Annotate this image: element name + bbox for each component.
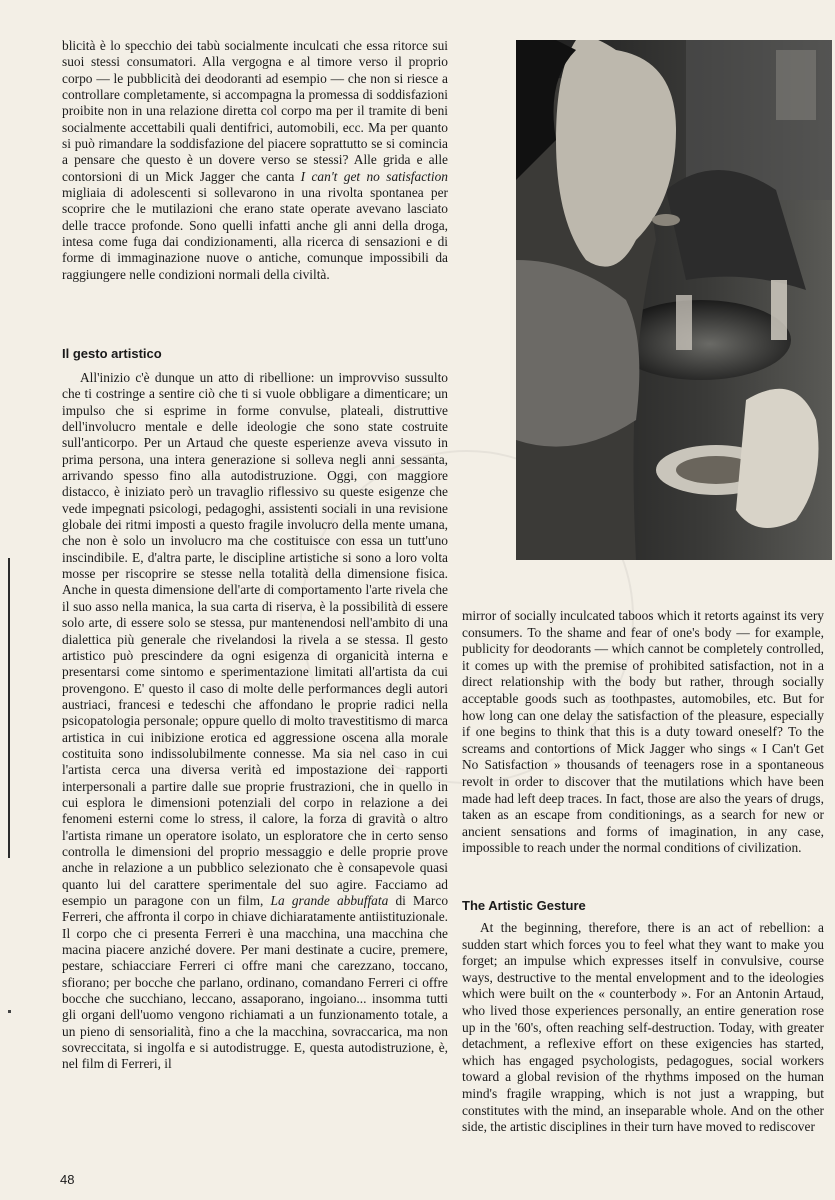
english-text-2: At the beginning, therefore, there is an act of rebellion: a sudden start which forces you to feel what they want to make you forget; an impulse which expresses itself in convulsive, course ways, destructive to the mental envelopment and to the ideologies which were built on the « counterbody ». For an Antonin Artaud, who lived those experiences personally, an entire generation rose up in the '60's, often reaching self-destruction. Today, with greater detachment, a reflexive effort on these exigencies has started, which has engaged psychologists, pedagogues, social workers toward a global revision of the rhythms imposed on the human mind's fragile wrapping, which is not just a wrapping, but constitutes with the mind, an inseparable whole. And on the other side, the artistic disciplines in their turn have moved to rediscover: [462, 920, 824, 1135]
italian-paragraph-1: [62, 38, 448, 283]
english-text-1: mirror of socially inculcated taboos which it retorts against its very consumers. To the shame and fear of one's body — for example, publicity for deodorants — which cannot be completely controlled, it comes up with the premise of prohibited satisfaction, not in a direct relationship with the body but rather, through socially acceptable goods such as toothpastes, automobiles, etc. But for how long can one delay the satisfaction of the pleasure, especially if one begins to think that this is a duty toward oneself? To the screams and contortions of Mick Jagger who sings « I Can't Get No Satisfaction » thousands of teenagers rose in a spontaneous revolt in order to discover that the mutilations which have been made had left deep traces. In fact, those are also the years of drugs, taken as an escape from conditionings, as a search for new or ancient sensations and forms of imagination, in any case, impossible to reach under the normal conditions of civilization.: [462, 608, 824, 856]
margin-mark: [8, 558, 10, 858]
page-number: 48: [60, 1172, 75, 1187]
italian-paragraph-2: [62, 370, 448, 1073]
italian-text-2-end: di Marco Ferreri, che affronta il corpo in chiave dichiaratamente antiistituzionale. Il corpo che ci presenta Ferreri è una macchina, una macchina che macina piacere anziché dovere. Per mani destinate a cucire, premere, pestare, schiacciare Ferreri ci offre mani che carezzano, toccano, sfiorano; per bocche che parlano, ordinano, comandano Ferreri ci offre bocche che succhiano, leccano, assaporano, ingoiano... insomma tutti gli organi dell'uomo vengono richiamati a un funzionamento totale, a un pieno di sensorialità, fino a che la macchina, sovraccarica, ma non sovreccitata, si ingolfa e si autodistrugge. E, questa autodistruzione, è, nel film di Ferreri, il: [62, 893, 449, 1072]
italian-italic-2: La grande abbuffata: [270, 893, 389, 908]
film-still-photograph: [516, 40, 832, 560]
italian-section-heading: Il gesto artistico: [62, 346, 162, 361]
italian-text-1: blicità è lo specchio dei tabù socialmente inculcati che essa ritorce sui suoi stessi consumatori. Alla vergogna e al timore verso il proprio corpo — le pubblicità dei deodoranti ad esempio — che non si riesce a controllare completamente, si accompagna la promessa di soddisfazioni proibite non in una relazione diretta col corpo ma per il tramite di beni socialmente accettabili quali dentifrici, automobili, ecc. Ma per quanto si può rimandare la soddisfazione del piacere soprattutto se si comincia a pensare che questo è un dovere verso se stessi? Alle grida e alle contorsioni di un Mick Jagger che canta: [62, 38, 448, 184]
margin-dot: [8, 1010, 11, 1013]
italian-text-1-end: migliaia di adolescenti si sollevarono in una rivolta spontanea per scoprire che le mutilazioni che erano state operate avevano lasciato delle tracce profonde. Sono quelli infatti anche gli anni della droga, intesa come fuga dai condizionamenti, alla ricerca di sensazioni e di forme di immaginazione nuove o antiche, comunque impossibili da raggiungere nelle condizioni normali della civiltà.: [62, 185, 448, 282]
italian-text-2: All'inizio c'è dunque un atto di ribellione: un improvviso sussulto che ti costringe a sentire ciò che ti si vuole obbligare a dimenticare; un impulso che si esprime in forme convulse, plateali, distruttive dell'involucro mentale e delle ideologie che sono state costruite sull'anticorpo. Per un Artaud che queste esperienze aveva vissuto in prima persona, una intera generazione si solleva negli anni sessanta, arrivando spesso fino alla autodistruzione. Oggi, con maggiore distacco, è iniziato però un travaglio riflessivo su queste esigenze che vede impegnati psicologi, pedagoghi, assistenti sociali in una revisione globale dei ritmi imposti a questo fragile involucro della mente umana, che non è solo un involucro ma che costituisce con essa un tutt'uno inscindibile. E, d'altra parte, le discipline artistiche si sono a loro volta mosse per riscoprire se stesse nella totalità della dimensione fisica. Anche in questa dimensione dell'arte di comportamento l'arte rivela che il suo asso nella manica, la sua carta di riserva, è la possibilità di essere solo arte, di essere solo se stessa, pur mantenendosi nell'ambito di una dialettica più generale che rivelandosi la rivela a se stessa. Il gesto artistico può prescindere da ogni esigenza di organicità interna e presentarsi come sintomo e sperimentazione limitati all'artista da cui provengono. E' questo il caso di molte delle performances degli autori austriaci, francesi e tedeschi che affondano le proprie radici nella psicopatologia personale; oppure quello di molto travestitismo di marca artistica in cui inibizione erotica ed aggressione oscena alla morale costituita sono indissolubilmente connesse. Ma sia nel caso in cui l'artista cerca una diversa verità ed impostazione dei rapporti interpersonali a partire dalle sue proprie frustrazioni, che in quello in cui esplora le dimensioni potenziali del corpo in relazione a dei fenomeni esterni come lo stress, il calore, la forza di gravità o altro l'artista rimane un operatore isolato, un esploratore che in certo senso controlla le dimensioni del proprio messaggio e delle proprie prove anche in relazione a un pubblico selezionato che è consapevole quasi quanto lui del carattere sperimentale del suo agire. Facciamo ad esempio un paragone con un film,: [62, 370, 448, 908]
english-paragraph-2: [462, 920, 824, 1136]
english-paragraph-1: [462, 608, 824, 857]
english-section-heading: The Artistic Gesture: [462, 898, 586, 913]
italian-italic-1: I can't get no satisfaction: [300, 168, 448, 184]
